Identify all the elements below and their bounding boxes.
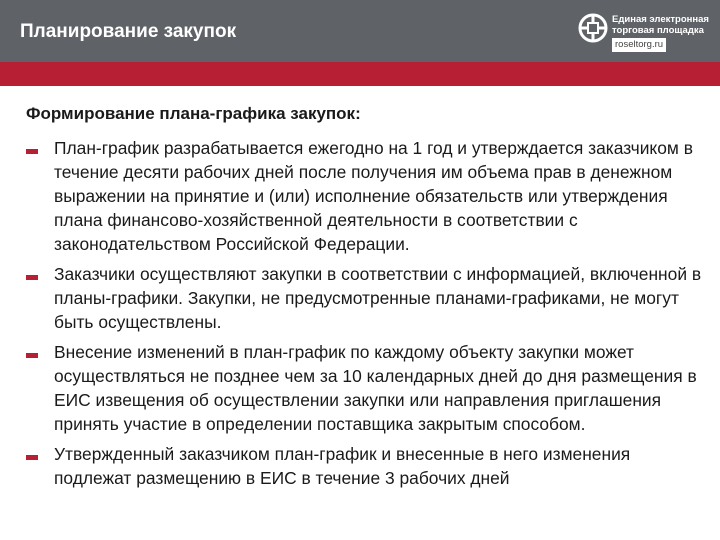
bullet-item <box>26 136 706 256</box>
bullet-item <box>26 262 706 334</box>
bullet-marker-icon <box>26 275 38 280</box>
bullet-item <box>26 442 706 490</box>
section-subtitle: Формирование плана-графика закупок: <box>26 104 361 123</box>
bullet-item <box>26 340 706 436</box>
roseltorg-logo <box>578 10 716 56</box>
bullet-text: Внесение изменений в план-график по каждому объекту закупки может осуществляться не позднее чем за 10 календарных дней до дня размещения в ЕИС извещения об осуществлении закупки или направления приглашения принять участие в определении поставщика закрытым способом. <box>54 342 697 434</box>
logo-url: roseltorg.ru <box>612 38 666 52</box>
bullet-list <box>26 136 706 496</box>
logo-text-line2: торговая площадка <box>612 25 704 36</box>
roseltorg-logo-icon <box>578 12 608 44</box>
bullet-text: Заказчики осуществляют закупки в соответствии с информацией, включенной в планы-графики. Закупки, не предусмотренные планами-графиками, не могут быть осуществлены. <box>54 264 702 332</box>
accent-band <box>0 62 720 86</box>
bullet-marker-icon <box>26 455 38 460</box>
slide-header <box>0 0 720 62</box>
bullet-marker-icon <box>26 149 38 154</box>
logo-text-line1: Единая электронная <box>612 14 709 25</box>
bullet-text: План-график разрабатывается ежегодно на 1 год и утверждается заказчиком в течение десяти рабочих дней после получения им объема прав в денежном выражении на принятие и (или) исполнение обязательств или утверждения плана финансово-хозяйственной деятельности в соответствии с законодательством Российской Федерации. <box>54 138 693 254</box>
bullet-text: Утвержденный заказчиком план-график и внесенные в него изменения подлежат размещению в ЕИС в течение 3 рабочих дней <box>54 444 631 488</box>
slide-title: Планирование закупок <box>20 21 237 42</box>
bullet-marker-icon <box>26 353 38 358</box>
